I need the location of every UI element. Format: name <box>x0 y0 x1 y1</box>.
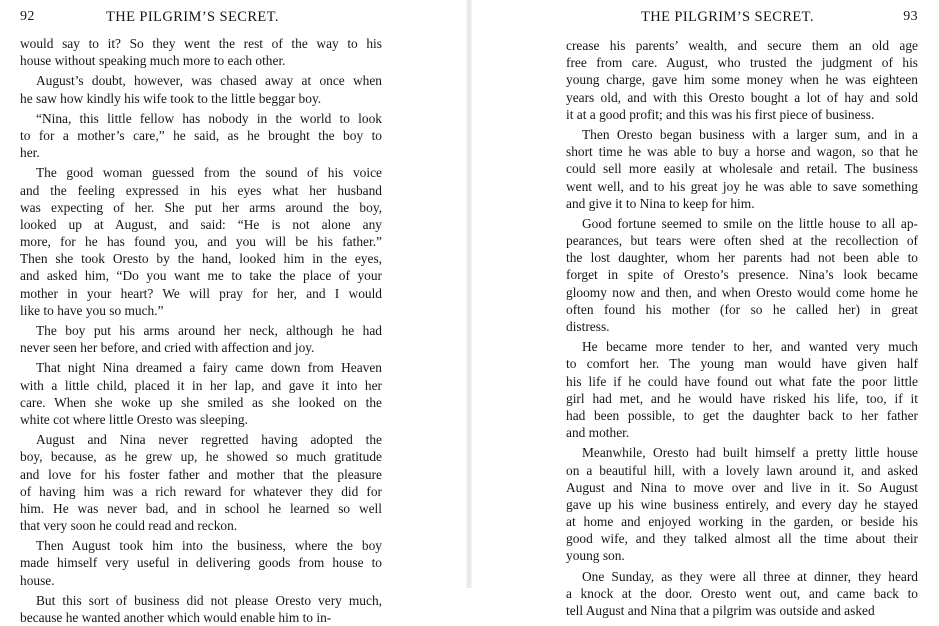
paragraph <box>20 72 382 106</box>
text-line: house. <box>20 572 55 588</box>
text-line: August’s doubt, however, was chased away at once when <box>36 73 382 89</box>
text-line: Meanwhile, Oresto had built himself a pretty little house <box>582 445 918 461</box>
text-line: went well, and to his great joy he was able to save something <box>566 178 918 194</box>
text-line: white cot where little Oresto was sleeping. <box>20 411 248 427</box>
paragraph <box>566 37 918 123</box>
text-line: But this sort of business did not please Oresto very much, <box>36 592 382 608</box>
text-line: of having him was a rich reward for whatever they did for <box>20 483 382 499</box>
text-line: mother in your heart? We will pray for her, and I would <box>20 285 382 301</box>
text-line: He became more tender to her, and wanted very much <box>582 339 918 355</box>
text-line: tell August and Nina that a pilgrim was outside and asked <box>566 603 875 618</box>
text-line: had been possible, to get the daughter back to her father <box>566 407 918 423</box>
right-page-body <box>566 37 918 619</box>
text-line: pearances, but tears were often shed at the recollection of <box>566 233 918 249</box>
paragraph <box>20 35 382 69</box>
paragraph <box>566 126 918 212</box>
text-line: gave up his wine business entirely, and every day he stayed <box>566 496 918 512</box>
right-page-number: 93 <box>903 9 918 24</box>
left-page-header <box>20 9 382 29</box>
paragraph <box>20 359 382 428</box>
text-line: never seen her before, and cried with affection and joy. <box>20 340 315 356</box>
paragraph <box>20 537 382 589</box>
text-line: forget in spite of Oresto’s presence. Nina’s look became <box>566 267 918 283</box>
text-line: made himself very useful in delivering goods from house to <box>20 555 382 571</box>
text-line: That night Nina dreamed a fairy came down from Heaven <box>36 360 382 376</box>
text-line: with a little child, placed it in her lap, and gave it into her <box>20 377 382 393</box>
right-running-head: THE PILGRIM’S SECRET. <box>641 9 814 25</box>
text-line: house without speaking much more to each other. <box>20 53 286 69</box>
paragraph <box>566 568 918 620</box>
text-line: distress. <box>566 319 610 334</box>
book-gutter <box>466 0 472 588</box>
text-line: and mother. <box>566 425 630 441</box>
text-line: free from care. August, who trusted the judgment of his <box>566 55 918 71</box>
text-line: to for a mother’s care,” he said, as he brought the boy to <box>20 127 382 143</box>
left-page-number: 92 <box>20 9 35 24</box>
text-line: more, for he has found you, and you will be his father.” <box>20 234 382 250</box>
text-line: her. <box>20 145 40 161</box>
text-line: boy, because, as he grew up, he showed so much gratitude <box>20 449 382 465</box>
paragraph <box>20 110 382 162</box>
text-line: young charge, gave him some money when he was eighteen <box>566 72 918 88</box>
text-line: gloomy now and then, and when Oresto would come home he <box>566 284 918 300</box>
text-line: One Sunday, as they were all three at dinner, they heard <box>582 568 918 584</box>
paragraph <box>566 444 918 564</box>
text-line: it at a good profit; and this was his first piece of business. <box>566 106 875 122</box>
text-line: would say to it? So they went the rest of the way to his <box>20 36 382 51</box>
text-line: and love for his foster father and mother that the pleasure <box>20 466 382 482</box>
text-line: Good fortune seemed to smile on the little house to all ap- <box>582 215 918 231</box>
left-page-body <box>20 35 382 626</box>
text-line: good wife, and they talked almost all the time about their <box>566 531 918 547</box>
text-line: looked up at August, and said: “He is not alone any <box>20 216 382 232</box>
text-line: he saw how kindly his wife took to the little beggar boy. <box>20 90 322 106</box>
text-line: and asked him, “Do you want me to take the place of your <box>20 268 382 284</box>
text-line: “Nina, this little fellow has nobody in the world to look <box>36 110 382 126</box>
paragraph <box>20 592 382 626</box>
right-page <box>566 0 918 618</box>
text-line: was expecting of her. She put her arms around the boy, <box>20 199 382 215</box>
text-line: the lost daughter, whom her parents had not been able to <box>566 250 918 266</box>
text-line: like to have you so much.” <box>20 302 164 318</box>
paragraph <box>20 322 382 356</box>
text-line: care. When she woke up she smiled as she looked on the <box>20 394 382 410</box>
paragraph <box>20 431 382 534</box>
text-line: The good woman guessed from the sound of his voice <box>36 165 382 181</box>
text-line: his life if he could have found out what fate the poor little <box>566 373 918 389</box>
left-page <box>20 0 382 625</box>
text-line: girl had met, and he would have risked his life, too, if it <box>566 390 918 406</box>
right-page-header <box>566 9 918 29</box>
text-line: years old, and with this Oresto bought a lot of hay and sold <box>566 89 918 105</box>
text-line: and the feeling expressed in his eyes what her husband <box>20 182 382 198</box>
text-line: to comfort her. The young man would have given half <box>566 356 918 372</box>
text-line: August and Nina to move over and live in it. So August <box>566 479 918 495</box>
left-running-head: THE PILGRIM’S SECRET. <box>106 9 279 25</box>
text-line: Then August took him into the business, where the boy <box>36 538 382 554</box>
text-line: a knock at the door. Oresto went out, and came back to <box>566 585 918 601</box>
text-line: because he wanted another which would enable him to in- <box>20 610 332 625</box>
paragraph <box>566 338 918 441</box>
text-line: on a beautiful hill, with a lovely lawn around it, and asked <box>566 462 918 478</box>
text-line: young son. <box>566 548 625 564</box>
text-line: August and Nina never regretted having adopted the <box>36 432 382 448</box>
text-line: and give it to Nina to keep for him. <box>566 195 755 211</box>
text-line: Then Oresto began business with a larger sum, and in a <box>582 126 918 142</box>
paragraph <box>566 215 918 335</box>
text-line: often found his mother (for so he called her) in great <box>566 301 918 317</box>
text-line: The boy put his arms around her neck, although he had <box>36 323 382 338</box>
text-line: short time he was able to buy a horse and wagon, so that he <box>566 144 918 160</box>
text-line: him. He was never bad, and in school he learned so well <box>20 500 382 516</box>
text-line: could sell more easily at wholesale and retail. The business <box>566 161 918 177</box>
text-line: crease his parents’ wealth, and secure them an old age <box>566 38 918 53</box>
text-line: at home and enjoyed working in the garden, or beside his <box>566 514 918 530</box>
text-line: that very soon he could read and reckon. <box>20 518 238 534</box>
paragraph <box>20 164 382 319</box>
text-line: Then she took Oresto by the hand, looked him in the eyes, <box>20 251 382 267</box>
